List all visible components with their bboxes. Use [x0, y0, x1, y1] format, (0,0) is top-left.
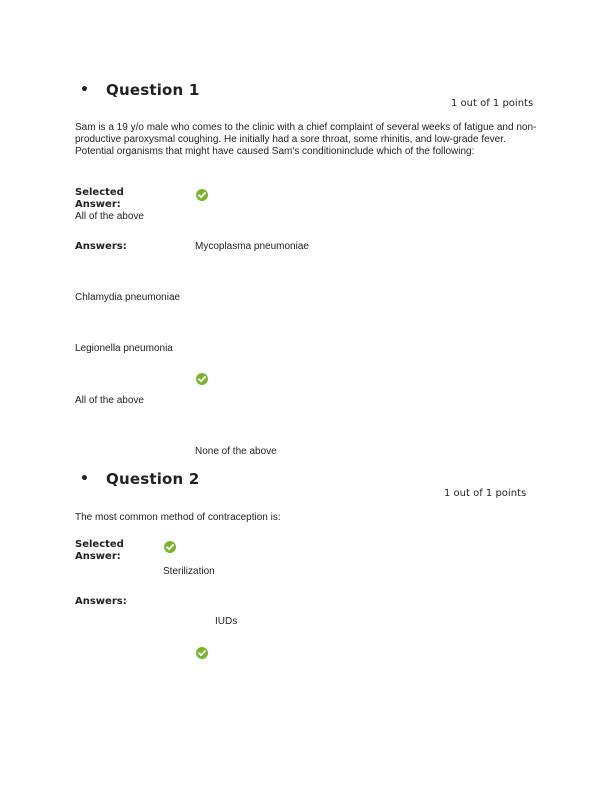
question-2-bullet: • — [80, 471, 89, 487]
question-2-text: The most common method of contraception is: — [75, 512, 281, 523]
check-circle-icon — [164, 541, 176, 553]
question-1-answers-label: Answers: — [75, 241, 127, 252]
question-2-answer-option: IUDs — [215, 616, 238, 627]
question-2-points: 1 out of 1 points — [444, 488, 527, 499]
question-2-answers-label: Answers: — [75, 596, 127, 607]
check-circle-icon — [196, 647, 208, 659]
question-1-answer-option: Chlamydia pneumoniae — [75, 292, 181, 303]
question-1-answer-option: Mycoplasma pneumoniae — [195, 241, 309, 252]
question-1-bullet: • — [80, 82, 89, 98]
question-1-text: Sam is a 19 y/o male who comes to the clinic with a chief complaint of several weeks of fatigue and non-productive paroxysmal coughing. He initially had a sore throat, some rhinitis, and low-grade fever. Potential organisms that might have caused Sam's conditioninclude which of the following: — [75, 122, 537, 157]
question-1-selected-label: Selected Answer: — [75, 187, 124, 210]
question-2-title: Question 2 — [106, 470, 200, 488]
question-2-selected-label: Selected Answer: — [75, 539, 124, 562]
question-1-answer-option: All of the above — [75, 395, 144, 406]
question-1-selected-answer: All of the above — [75, 211, 144, 222]
check-circle-icon — [196, 373, 208, 385]
question-1-title: Question 1 — [106, 81, 200, 99]
question-1-answer-option: None of the above — [195, 446, 277, 457]
question-2-selected-answer: Sterilization — [163, 566, 215, 577]
question-1-answer-option: Legionella pneumonia — [75, 343, 173, 354]
question-1-points: 1 out of 1 points — [451, 98, 534, 109]
check-circle-icon — [196, 189, 208, 201]
